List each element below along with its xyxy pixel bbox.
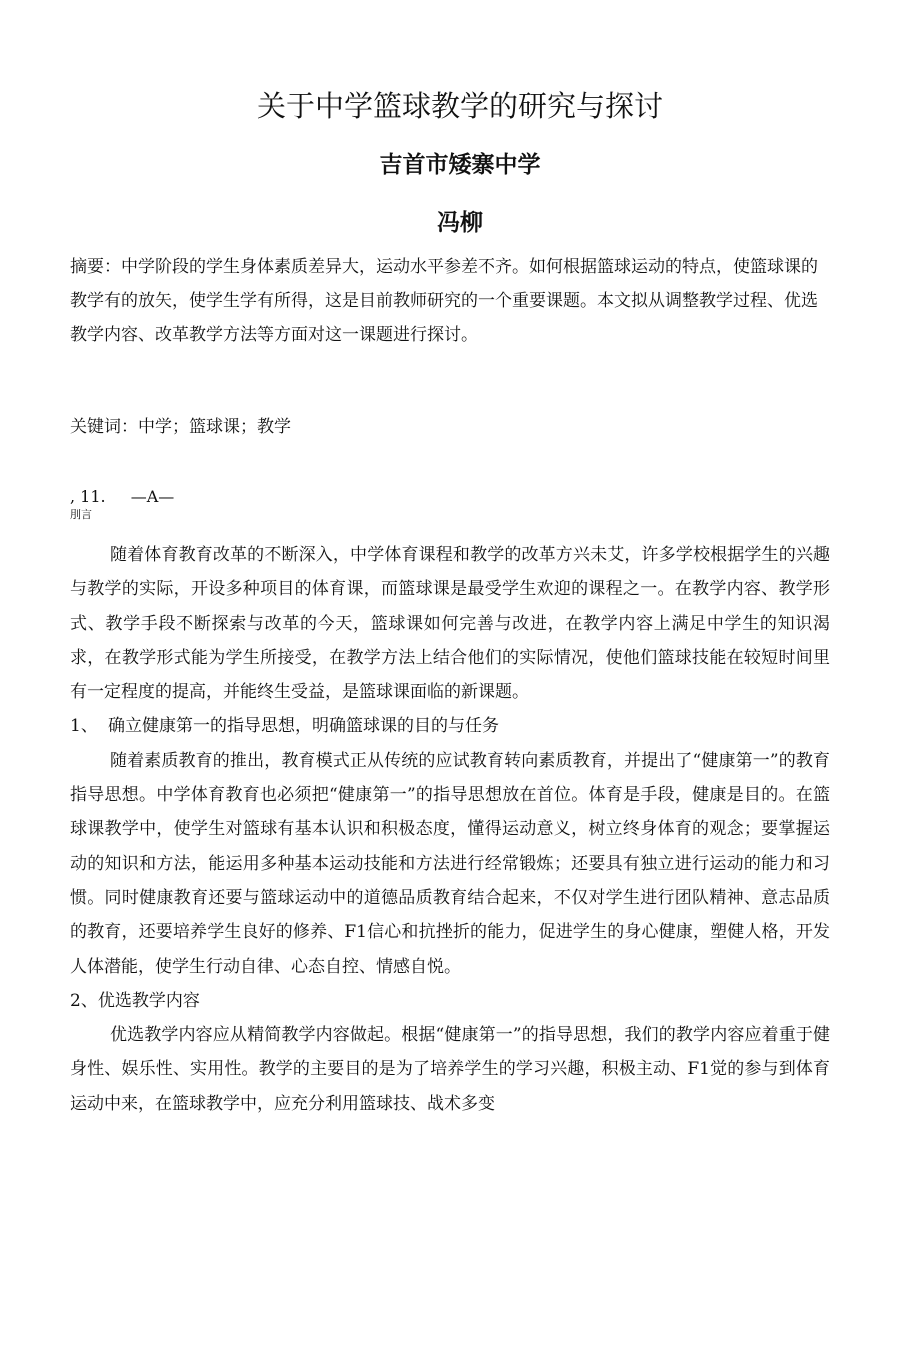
author-name: 冯柳: [437, 210, 483, 236]
abstract-paragraph: 摘要：中学阶段的学生身体素质差异大，运动水平参差不齐。如何根据篮球运动的特点，使篮球课的教学有的放矢，使学生学有所得，这是目前教师研究的一个重要课题。本文拟从调整教学过程、优选教学内容、改革教学方法等方面对这一课题进行探讨。: [70, 257, 818, 345]
keywords-line: 关键词：中学；篮球课；教学: [70, 417, 291, 437]
section-2-paragraph: 优选教学内容应从精简教学内容做起。根据“健康第一”的指导思想，我们的教学内容应着重于健身性、娱乐性、实用性。教学的主要目的是为了培养学生的学习兴趣，积极主动、F1觉的参与到体育运动中来，在篮球教学中，应充分利用篮球技、战术多变: [70, 1025, 830, 1114]
section-marker-subtitle: 刖言: [70, 508, 92, 521]
intro-paragraph: 随着体育教育改革的不断深入，中学体育课程和教学的改革方兴未艾，许多学校根据学生的兴趣与教学的实际，开设多种项目的体育课，而篮球课是最受学生欢迎的课程之一。在教学内容、教学形式、教学手段不断探索与改革的今天，篮球课如何完善与改进，在教学内容上满足中学生的知识渴求，在教学形式能为学生所接受，在教学方法上结合他们的实际情况，使他们篮球技能在较短时间里有一定程度的提高，并能终生受益，是篮球课面临的新课题。: [70, 545, 830, 703]
body-text: [70, 538, 830, 1121]
section-2-number: 2、: [70, 990, 98, 1011]
section-1-heading: [70, 709, 830, 743]
section-marker-letter: —A—: [130, 487, 175, 506]
section-2-heading: [70, 984, 830, 1018]
section-marker-number: , 11.: [70, 487, 106, 506]
document-title: 关于中学篮球教学的研究与探讨: [256, 89, 663, 123]
section-1-number: 1、: [70, 716, 98, 737]
section-1-title: 确立健康第一的指导思想，明确篮球课的目的与任务: [108, 716, 499, 737]
school-name: 吉首市矮寨中学: [379, 152, 541, 178]
section-1-paragraph: 随着素质教育的推出，教育模式正从传统的应试教育转向素质教育，并提出了“健康第一”的教育指导思想。中学体育教育也必须把“健康第一”的指导思想放在首位。体育是手段，健康是目的。在篮球课教学中，使学生对篮球有基本认识和积极态度，懂得运动意义，树立终身体育的观念；要掌握运动的知识和方法，能运用多种基本运动技能和方法进行经常锻炼；还要具有独立进行运动的能力和习惯。同时健康教育还要与篮球运动中的道德品质教育结合起来，不仅对学生进行团队精神、意志品质的教育，还要培养学生良好的修养、F1信心和抗挫折的能力，促进学生的身心健康，塑健人格，开发人体潜能，使学生行动自律、心态自控、情感自悦。: [70, 750, 830, 977]
section-marker: [70, 487, 174, 507]
section-2-title: 优选教学内容: [97, 990, 200, 1011]
